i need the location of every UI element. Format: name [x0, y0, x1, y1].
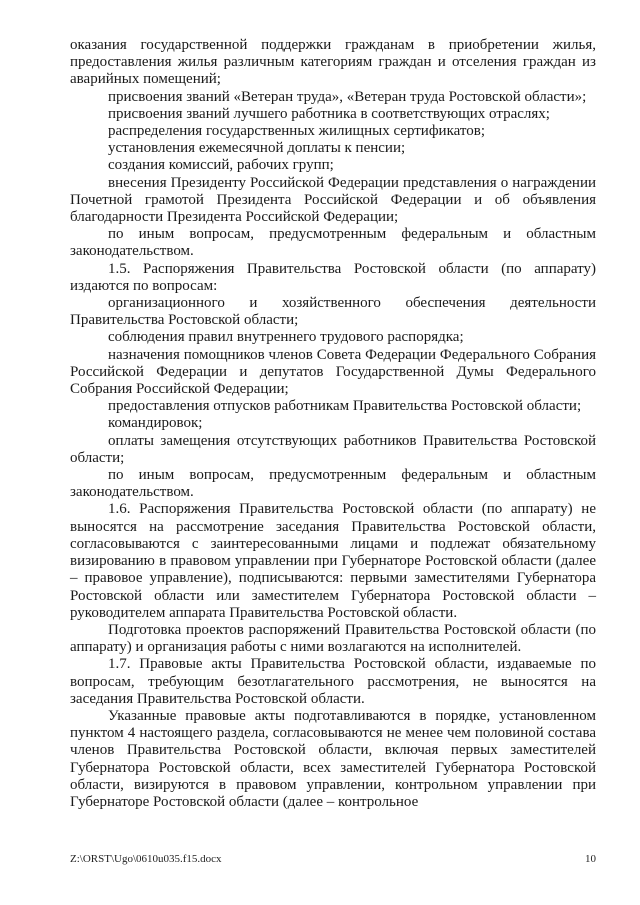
list-item: организационного и хозяйственного обеспечения деятельности Правительства Ростовской области; — [70, 295, 596, 329]
list-item: по иным вопросам, предусмотренным федеральным и областным законодательством. — [70, 226, 596, 260]
section-1-7: 1.7. Правовые акты Правительства Ростовской области, издаваемые по вопросам, требующим безотлагательного рассмотрения, не выносятся на заседания Правительства Ростовской области. — [70, 656, 596, 707]
paragraph: Указанные правовые акты подготавливаются в порядке, установленном пунктом 4 настоящего раздела, согласовываются не менее чем половиной состава членов Правительства Ростовской области, включая первых заместителей Губернатора Ростовской области, всех заместителей Губернатора Ростовской области, визируются в правовом управлении, контрольном управлении при Губернаторе Ростовской области (далее – контрольное — [70, 707, 596, 810]
list-item: внесения Президенту Российской Федерации представления о награждении Почетной грамотой Президента Российской Федерации и об объявления благодарности Президента Российской Федерации; — [70, 174, 596, 226]
list-item: присвоения званий «Ветеран труда», «Ветеран труда Ростовской области»; — [108, 88, 587, 105]
paragraph: Подготовка проектов распоряжений Правительства Ростовской области (по аппарату) и организация работы с ними возлагаются на исполнителей. — [70, 621, 596, 656]
section-1-6: 1.6. Распоряжения Правительства Ростовской области (по аппарату) не выносятся на рассмотрение заседания Правительства Ростовской области, согласовываются с заинтересованными лицами и подлежат обязательному визированию в правовом управлении при Губернаторе Ростовской области (далее – правовое управление), подписываются: первыми заместителями Губернатора Ростовской области или заместителем Губернатора Ростовской области – руководителем аппарата Правительства Ростовской области. — [70, 501, 596, 621]
list-item: установления ежемесячной доплаты к пенсии; — [108, 140, 406, 157]
list-item: распределения государственных жилищных сертификатов; — [108, 123, 486, 140]
list-item: создания комиссий, рабочих групп; — [108, 157, 334, 174]
page-number: 10 — [585, 853, 596, 865]
list-item: по иным вопросам, предусмотренным федеральным и областным законодательством. — [70, 467, 596, 501]
list-item: предоставления отпусков работникам Правительства Ростовской области; — [108, 398, 582, 415]
list-item: назначения помощников членов Совета Федерации Федерального Собрания Российской Федерации и депутатов Государственной Думы Федерального Собрания Российской Федерации; — [70, 346, 596, 398]
list-item: соблюдения правил внутреннего трудового распорядка; — [108, 329, 464, 346]
list-item: командировок; — [108, 415, 203, 432]
list-item: присвоения званий лучшего работника в соответствующих отраслях; — [108, 105, 550, 122]
list-item: оплаты замещения отсутствующих работников Правительства Ростовской области; — [70, 432, 596, 466]
paragraph-continuation: оказания государственной поддержки гражданам в приобретении жилья, предоставления жилья различным категориям граждан и отселения граждан из аварийных помещений; — [70, 37, 596, 88]
footer-file-path: Z:\ORST\Ugo\0610u035.f15.docx — [70, 853, 222, 865]
section-1-5: 1.5. Распоряжения Правительства Ростовской области (по аппарату) издаются по вопросам: — [70, 260, 596, 294]
document-body — [70, 37, 596, 811]
